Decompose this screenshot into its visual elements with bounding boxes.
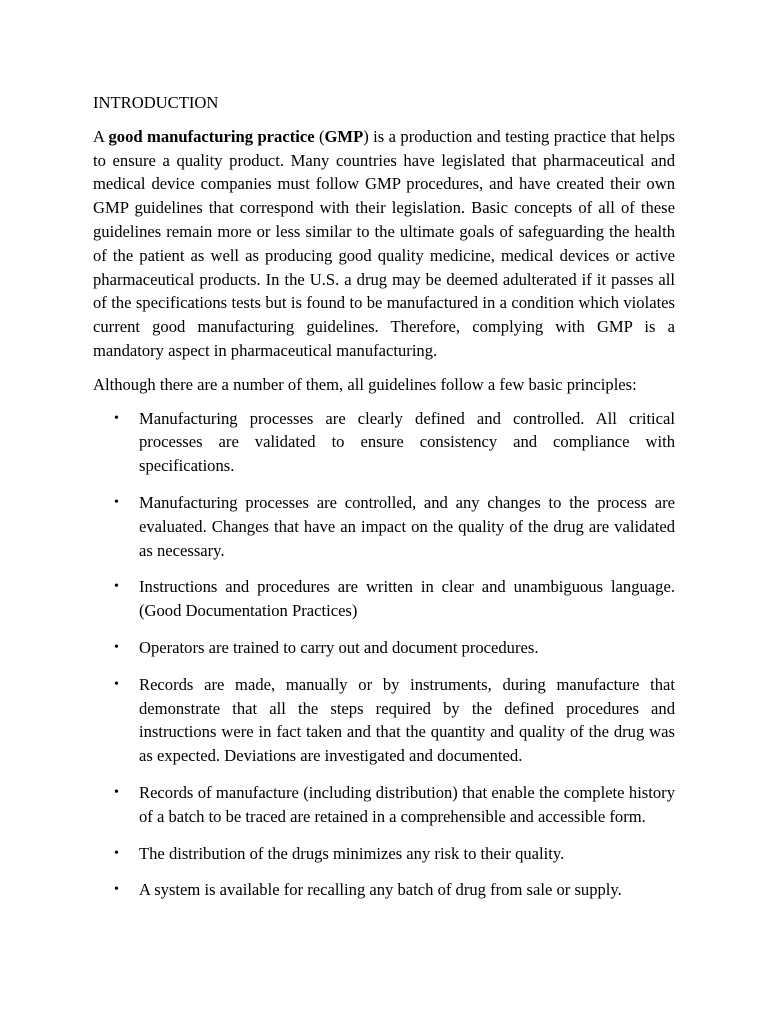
bullet-icon: • — [114, 784, 119, 800]
lead-in-paragraph: Although there are a number of them, all guidelines follow a few basic principles: — [93, 374, 637, 394]
list-item — [93, 636, 675, 660]
principles-list — [93, 407, 675, 903]
list-item-text: The distribution of the drugs minimizes any risk to their quality. — [139, 843, 565, 863]
section-heading: INTRODUCTION — [93, 93, 219, 112]
list-item — [93, 491, 675, 562]
list-item-text: A system is available for recalling any batch of drug from sale or supply. — [139, 880, 622, 900]
intro-rest: ) is a production and testing practice that helps to ensure a quality product. Many countries have legislated that pharmaceutical and medical device companies must follow GMP procedures, and have created their own GMP guidelines that correspond with their legislation. Basic concepts of all of these guidelines remain more or less similar to the ultimate goals of safeguarding the health of the patient as well as producing good quality medicine, medical devices or active pharmaceutical products. In the U.S. a drug may be deemed adulterated if it passes all of the specifications tests but is found to be manufactured in a condition which violates current good manufacturing guidelines. Therefore, complying with GMP is a mandatory aspect in pharmaceutical manufacturing. — [93, 126, 675, 360]
bullet-icon: • — [114, 639, 119, 655]
list-item-text: Operators are trained to carry out and document procedures. — [139, 637, 539, 657]
intro-abbreviation: GMP — [324, 126, 364, 146]
bullet-icon: • — [114, 676, 119, 692]
bullet-icon: • — [114, 882, 119, 898]
intro-paren-open: ( — [314, 126, 325, 146]
list-item-text: Instructions and procedures are written in clear and unambiguous language. (Good Documentation Practices) — [139, 577, 675, 621]
bullet-icon: • — [114, 494, 119, 510]
intro-prefix: A — [93, 126, 109, 146]
list-item-text: Manufacturing processes are controlled, and any changes to the process are evaluated. Changes that have an impact on the quality of the drug are validated as necessary. — [139, 492, 675, 560]
list-item-text: Records are made, manually or by instruments, during manufacture that demonstrate that all the steps required by the defined procedures and instructions were in fact taken and that the quantity and quality of the drug was as expected. Deviations are investigated and documented. — [139, 674, 675, 766]
intro-term: good manufacturing practice — [108, 126, 315, 146]
list-item — [93, 407, 675, 478]
intro-paragraph — [93, 125, 675, 363]
list-item — [93, 842, 675, 866]
list-item-text: Manufacturing processes are clearly defined and controlled. All critical processes are validated to ensure consistency and compliance with specifications. — [139, 408, 675, 476]
document-page — [93, 91, 675, 915]
bullet-icon: • — [114, 579, 119, 595]
bullet-icon: • — [114, 845, 119, 861]
bullet-icon: • — [114, 410, 119, 426]
list-item — [93, 878, 675, 902]
list-item-text: Records of manufacture (including distribution) that enable the complete history of a batch to be traced are retained in a comprehensible and accessible form. — [139, 782, 675, 826]
list-item — [93, 575, 675, 623]
list-item — [93, 673, 675, 768]
list-item — [93, 781, 675, 829]
